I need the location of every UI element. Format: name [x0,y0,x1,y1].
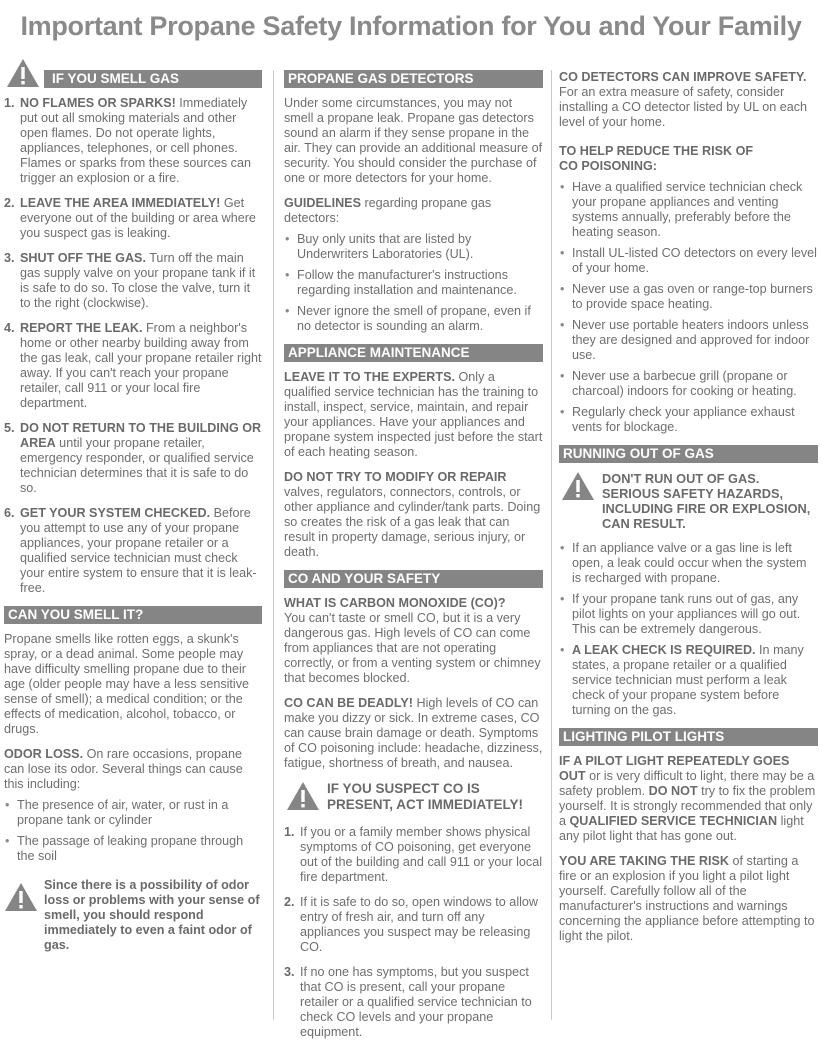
list-item: • Have a qualified service technician check your propane appliances and venting systems annually, preferably before the heating season. [559,180,818,240]
section-header-pilot-lights: LIGHTING PILOT LIGHTS [559,728,818,746]
warning-triangle-icon [6,58,40,93]
list-item: 5. DO NOT RETURN TO THE BUILDING OR AREA until your propane retailer, emergency responder, or qualified service technician determines that it is safe to do so. [4,421,262,495]
guidelines-intro: GUIDELINES regarding propane gas detectors: [284,196,492,225]
odor-loss-text: ODOR LOSS. On rare occasions, propane can lose its odor. Several things can cause this including: [4,747,243,791]
column-middle [284,70,543,1047]
warning-triangle-icon [286,781,320,815]
guidelines-bullets [284,232,543,334]
smell-gas-steps [4,96,262,596]
can-smell-text: Propane smells like rotten eggs, a skunk's spray, or a dead animal. Some people may have difficulty smelling propane due to their age (older people may have a less sensitive sense of smell); a medical condition; or the effects of medication, alcohol, tobacco, or drugs. [4,632,250,736]
list-item: 3. SHUT OFF THE GAS. Turn off the main gas supply valve on your propane tank if it is safe to do so. To close the valve, turn it to the right (clockwise). [4,251,256,310]
list-item: • Never use a barbecue grill (propane or charcoal) indoors for cooking or heating. [559,369,818,399]
reduce-risk-bullets [559,180,818,435]
list-item: 1. NO FLAMES OR SPARKS! Immediately put out all smoking materials and other open flames. Do not operate lights, appliances, telephones, or cell phones. Flames or sparks from these sources can trigger an explosion or a fire. [4,96,251,185]
warning-triangle-icon [561,471,595,504]
running-out-heading: DON'T RUN OUT OF GAS. SERIOUS SAFETY HAZARDS, INCLUDING FIRE OR EXPLOSION, CAN RESULT. [559,471,818,531]
suspect-co-steps [284,825,543,1040]
list-item: • Install UL-listed CO detectors on every level of your home. [559,246,818,276]
section-header-co: CO AND YOUR SAFETY [284,570,543,588]
list-item: • The passage of leaking propane through the soil [4,834,262,864]
pilot-text-1: IF A PILOT LIGHT REPEATEDLY GOES OUT or is very difficult to light, there may be a safety problem. DO NOT try to fix the problem yourself. It is strongly recommended that only a QUALIFIED SERVICE TECHNICIAN light any pilot light that has gone out. [559,754,816,843]
column-divider [551,70,552,1020]
list-item: 1. If you or a family member shows physical symptoms of CO poisoning, get everyone out of the building and call 911 or your local fire department. [284,825,543,884]
list-item: 6. GET YOUR SYSTEM CHECKED. Before you attempt to use any of your propane appliances, your propane retailer or a qualified service technician must check your entire system to ensure that it is leak-free. [4,506,257,595]
list-item: • Never use a gas oven or range-top burners to provide space heating. [559,282,818,312]
column-right [559,70,818,954]
experts-text: LEAVE IT TO THE EXPERTS. Only a qualified service technician has the training to install, inspect, service, maintain, and repair your appliances. Have your appliances and propane system inspected just before the start of each heating season. [284,370,543,459]
what-co-text: WHAT IS CARBON MONOXIDE (CO)? You can't taste or smell CO, but it is a very dangerous gas. High levels of CO can come from appliances that are not operating correctly, or from a venting system or chimney that becomes blocked. [284,596,541,685]
section-header-can-smell: CAN YOU SMELL IT? [4,606,262,624]
list-item: • Follow the manufacturer's instructions regarding installation and maintenance. [284,268,543,298]
list-item: • Never ignore the smell of propane, even if no detector is sounding an alarm. [284,304,543,334]
list-item: 2. LEAVE THE AREA IMMEDIATELY! Get everyone out of the building or area where you suspect gas is leaking. [4,196,256,240]
list-item: • The presence of air, water, or rust in a propane tank or cylinder [4,798,262,828]
list-item: • Buy only units that are listed by Underwriters Laboratories (UL). [284,232,543,262]
list-item: • Regularly check your appliance exhaust vents for blockage. [559,405,818,435]
section-header-maintenance: APPLIANCE MAINTENANCE [284,344,543,362]
list-item: 2. If it is safe to do so, open windows to allow entry of fresh air, and turn off any appliances you suspect may be releasing CO. [284,895,539,954]
list-item: • A LEAK CHECK IS REQUIRED. In many states, a propane retailer or a qualified service technician must perform a leak check of your propane system before turning on the gas. [559,643,818,718]
deadly-text: CO CAN BE DEADLY! High levels of CO can make you dizzy or sick. In extreme cases, CO can cause brain damage or death. Symptoms of CO poisoning include: headache, dizziness, fatigue, shortness of breath, and nausea. [284,696,543,770]
list-item: • If your propane tank runs out of gas, any pilot lights on your appliances will go out. This can be extremely dangerous. [559,592,818,637]
odor-callout: Since there is a possibility of odor loss or problems with your sense of smell, you should respond immediately to even a faint odor of gas. [4,878,262,953]
detectors-text: Under some circumstances, you may not smell a propane leak. Propane gas detectors sound an alarm if they sense propane in the air. They can provide an additional measure of security. You should consider the purchase of one or more detectors for your home. [284,96,543,185]
list-item: 3. If no one has symptoms, but you suspect that CO is present, call your propane retailer or a qualified service technician to check CO levels and your propane equipment. [284,965,532,1039]
section-header-running-out: RUNNING OUT OF GAS [559,445,818,463]
list-item: • Never use portable heaters indoors unless they are designed and approved for indoor use. [559,318,818,363]
column-left [4,70,262,953]
co-detectors-text: CO DETECTORS CAN IMPROVE SAFETY. For an extra measure of safety, consider installing a CO detector listed by UL on each level of your home. [559,70,808,129]
running-out-bullets [559,541,818,718]
list-item: 4. REPORT THE LEAK. From a neighbor's home or other nearby building away from the gas leak, call your propane retailer right away. If you can't reach your propane retailer, call 911 or your local fire department. [4,321,262,410]
page-title: Important Propane Safety Information for You and Your Family [20,11,802,41]
column-divider [273,70,274,1020]
list-item: • If an appliance valve or a gas line is left open, a leak could occur when the system is recharged with propane. [559,541,818,586]
suspect-co-heading: IF YOU SUSPECT CO IS PRESENT, ACT IMMEDIATELY! [284,781,543,813]
warning-triangle-icon [4,882,38,916]
reduce-risk-heading: TO HELP REDUCE THE RISK OF CO POISONING: [559,144,754,173]
pilot-text-2: YOU ARE TAKING THE RISK of starting a fire or an explosion if you light a pilot light yourself. Carefully follow all of the manufacturer's instructions and warnings concerning the appliance before attempting to light the pilot. [559,854,815,943]
odor-loss-bullets [4,798,262,864]
section-header-smell-gas: IF YOU SMELL GAS [44,70,262,88]
section-header-detectors: PROPANE GAS DETECTORS [284,70,543,88]
modify-text: DO NOT TRY TO MODIFY OR REPAIR valves, regulators, connectors, controls, or other appliance and cylinder/tank parts. Doing so creates the risk of a gas leak that can result in property damage, serious injury, or death. [284,470,541,559]
